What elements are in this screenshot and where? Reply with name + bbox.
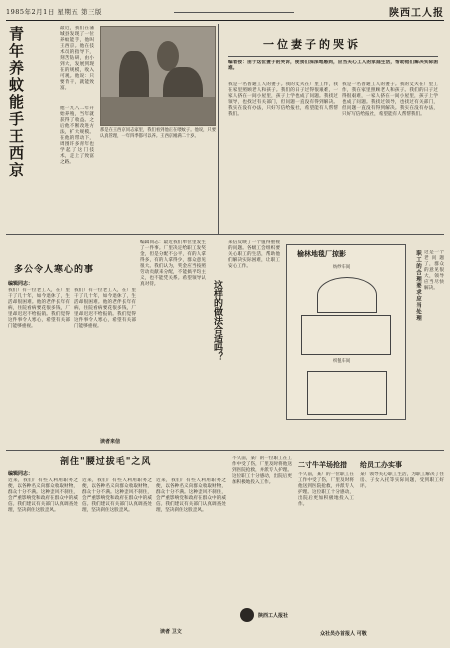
lead-headline: 一位妻子的哭诉 (263, 38, 361, 51)
column1-title: 青年养蚊能手王西京 (7, 26, 25, 179)
column1-body-top: 最近，我们在蒲城县发现了一位养蚊能手，他叫王西京。他在技术员的指导下，刻苦钻研，由小到大，发展到现在的规模，收入可观。他说：只要肯干，就能致富。 (60, 26, 94, 91)
photo-caption: 那是在王西京同志家里，我们看到他正在喂蚊子。他说，只要认真管理，一年四季都可以养。王西京刚满二十岁。 (100, 128, 217, 139)
divider (6, 450, 444, 451)
middle-left-body-cont: 我们厂有一位老工人，在厂里干了几十年，如今退休了，生活却很困难。他的老伴长年有病，住院看病要花很多钱，厂里却迟迟不给报销。我们觉得这件事令人寒心，希望有关部门能够重视。 (74, 288, 136, 329)
paper-name: 陕西工人报 (389, 8, 444, 19)
middle-left-body: 我们厂有一位老工人，在厂里干了几十年，如今退休了，生活却很困难。他的老伴长年有病，住院看病要花很多钱，厂里却迟迟不给报销。我们觉得这件事令人寒心，希望有关部门能够重视。 (8, 288, 70, 329)
divider (218, 24, 219, 234)
bottom-left-body: 近来，我们厂有些人利用职务之便，以各种名义向群众收取财物，群众十分不满。这种歪风不刹住，会严重影响党和政府在群众中的威信。我们建议有关部门认真调查处理，坚决刹住这股歪风。 (8, 478, 78, 513)
bottom-mid-footer: 陕西工人报社 (258, 613, 289, 619)
divider (6, 234, 444, 235)
issue-date: 1985年2月1日 星期五 第三版 (6, 8, 102, 16)
bottom-right-body: 某厂领导关心职工生活，为职工解决了住房、子女入托等实际问题，受到职工好评。 (360, 472, 444, 489)
lead-body-cont: 我是一名普通工人的妻子。我的丈夫在厂里工作，我在家里照顾老人和孩子。我们的日子过得很艰难，一家人挤在一间小屋里，孩子上学也成了问题。我找过领导，也找过有关部门，但问题一直没有得到解决。我实在没有办法，只好写信给报社，希望能有人帮帮我们。 (342, 82, 438, 117)
bottom-mid-body-a: 不久前，某厂的一位职工在工作中受了伤，厂里及时将他送到医院抢救，并派专人护理。这位职工十分感动，出院后更加积极地投入工作。 (232, 456, 292, 485)
bottom-left-body-cont2: 近来，我们厂有些人利用职务之便，以各种名义向群众收取财物，群众十分不满。这种歪风不刹住，会严重影响党和政府在群众中的威信。我们建议有关部门认真调查处理，坚决刹住这股歪风。 (156, 478, 226, 513)
newspaper-seal (240, 608, 254, 622)
bottom-left-signature: 读者 卫文 (160, 629, 182, 635)
masthead (6, 5, 444, 21)
middle-left-byline: 编辑同志： (8, 281, 34, 287)
bottom-mid-body: 不久前，某厂的一位职工在工作中受了伤，厂里及时将他送到医院抢救，并派专人护理。这位职工十分感动，出院后更加积极地投入工作。 (298, 472, 354, 507)
cartoon-title: 榆林地毯厂掠影 (297, 249, 346, 258)
bottom-right-footer: 众社员办首报人 可敬 (320, 631, 367, 637)
bottom-left-byline: 编辑同志： (8, 471, 34, 477)
cartoon-caption-1: 纺纱车间 (333, 265, 351, 270)
column1-body-bottom: 他一九八二年开始养殖，当年就获得了收益。之后他不断改进方法，扩大规模。在他的带动下，周围许多青年也学起了这门技术，走上了致富之路。 (60, 106, 94, 165)
lead-body: 我是一名普通工人的妻子。我的丈夫在厂里工作，我在家里照顾老人和孩子。我们的日子过得很艰难，一家人挤在一间小屋里，孩子上学也成了问题。我找过领导，也找过有关部门，但问题一直没有得到解决。我实在没有办法，只好写信给报社，希望能有人帮帮我们。 (228, 82, 338, 117)
illustration-loom (301, 315, 391, 355)
masthead-rule (174, 12, 294, 13)
bottom-left-body-cont: 近来，我们厂有些人利用职务之便，以各种名义向群众收取财物，群众十分不满。这种歪风不刹住，会严重影响党和政府在群众中的威信。我们建议有关部门认真调查处理，坚决刹住这股歪风。 (82, 478, 152, 513)
divider (228, 56, 438, 57)
illustration-workshop (307, 371, 387, 415)
middle-left-signature: 读者来信 (100, 439, 121, 445)
middle-left-headline: 多公令人寒心的事 (14, 265, 95, 275)
bottom-right-headline: 给员工办实事 (360, 460, 402, 469)
vertical-headline: 这样的做法合适吗？ (212, 280, 222, 361)
right-column-headline: 职工的合理要求应当处理 (415, 250, 421, 322)
lead-intro: 编者按：由于这位妻子的哭诉，使我们深深地感到，应当关心工人的家庭生活，帮助他们解决实际困难。 (228, 60, 438, 71)
middle-body: 编辑同志：最近我们单位里发生了一件事。厂里决定给职工发奖金，但是分配不公平，有的人拿得多，有的人拿得少，群众意见很大。我们认为，奖金应当按照劳动贡献来分配，不能搞平均主义，也不能凭关系。希望领导认真对待。 (140, 240, 206, 287)
right-column-body: 这是一个老问题了，群众的意见很大，领导应当尽快解决。 (424, 250, 444, 291)
illustration-figure (317, 277, 377, 313)
cartoon-illustration (286, 244, 406, 420)
side-note-body: 来信反映了一个值得重视的问题。各级工会组织要关心职工的生活，帮助他们解决实际困难，让职工安心工作。 (228, 240, 280, 269)
bottom-left-headline: 剖住"腰过拔毛"之风 (60, 457, 152, 467)
photo-worker-feeding (100, 26, 216, 126)
cartoon-caption-2: 织毯车间 (333, 359, 351, 364)
bottom-mid-headline: 二寸牛羊场抢措 (298, 460, 347, 469)
